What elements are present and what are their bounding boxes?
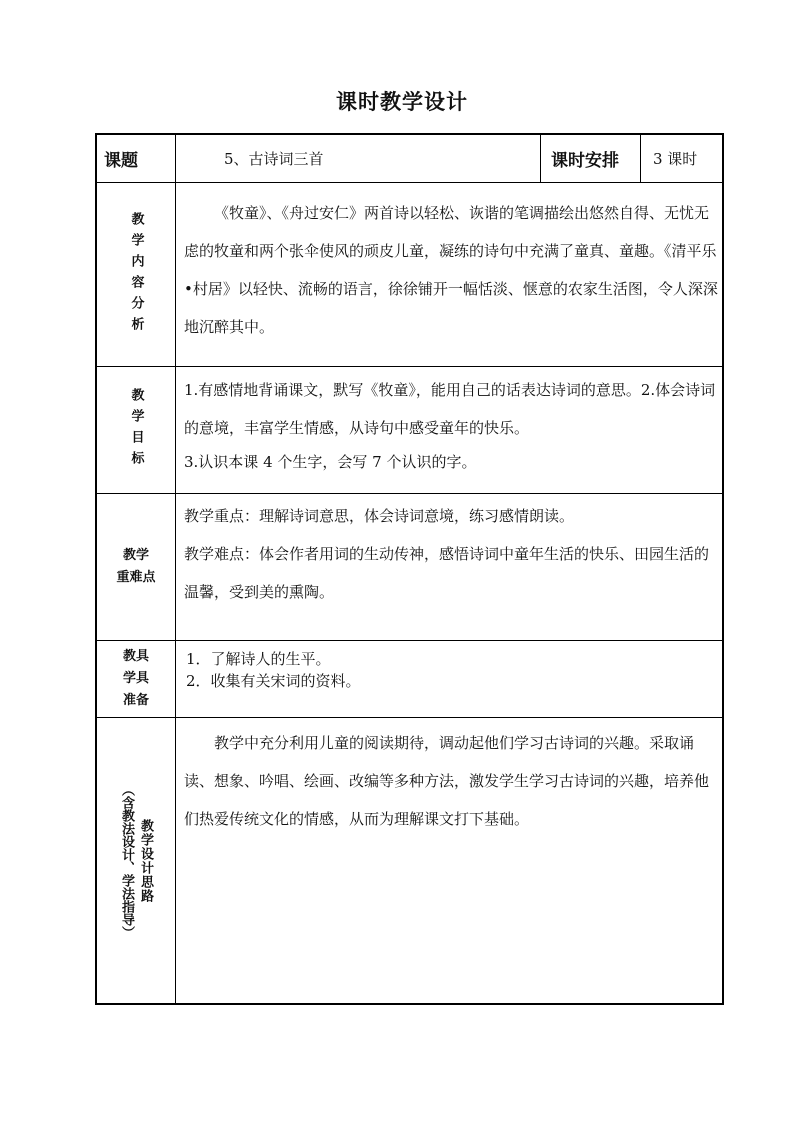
header-divider-2 [640,133,641,183]
materials-item: 1．了解诗人的生平。 [186,650,331,668]
schedule-value: 3 课时 [653,150,698,168]
key-points-label-line2: 重难点 [116,570,156,585]
objectives-label-text: 教学目标 [128,388,144,472]
materials-label [97,641,175,717]
column-divider [175,133,176,1005]
table-border-bottom [95,1003,724,1005]
row-divider [95,640,724,641]
table-border-right [722,133,724,1005]
row-divider [95,717,724,718]
topic-value: 5、古诗词三首 [224,150,324,168]
design-ideas-label-main: 教学设计思路 [138,818,153,903]
objectives-label [97,367,175,493]
design-ideas-text [184,724,720,838]
row-divider [95,366,724,367]
content-analysis-paragraph: 《牧童》、《舟过安仁》两首诗以轻松、诙谐的笔调描绘出悠然自得、无忧无虑的牧童和两个张伞使风的顽皮儿童，凝练的诗句中充满了童真、童趣。《清平乐•村居》以轻快、流畅的语言，徐徐铺开一幅恬淡、惬意的农家生活图，令人深深地沉醉其中。 [184,204,718,336]
header-divider-1 [540,133,541,183]
content-analysis-label-text: 教学内容分析 [128,211,144,338]
row-divider [95,493,724,494]
objectives-paragraph: 3.认识本课 4 个生字，会写 7 个认识的字。 [184,453,477,471]
key-points-text [184,497,720,611]
content-analysis-label [97,183,175,366]
design-ideas-label [97,718,175,1003]
content-analysis-text [184,194,720,346]
topic-label: 课题 [104,151,138,171]
page-title: 课时教学设计 [336,90,468,114]
key-points-label-line1: 教学 [122,548,149,563]
materials-item: 2．收集有关宋词的资料。 [186,672,361,690]
key-points-label [97,494,175,640]
materials-label-line2: 学具 [122,671,149,686]
design-ideas-label-sub: （含教法设计、学法指导） [119,782,134,939]
key-point-paragraph: 教学重点：理解诗词意思，体会诗词意境，练习感情朗读。 [184,507,575,525]
materials-label-line3: 准备 [122,693,149,708]
key-point-paragraph: 教学难点：体会作者用词的生动传神，感悟诗词中童年生活的快乐、田园生活的温馨，受到美的熏陶。 [184,545,710,601]
table-border-top [95,133,724,135]
design-ideas-paragraph: 教学中充分利用儿童的阅读期待，调动起他们学习古诗词的兴趣。采取诵读、想象、吟唱、绘画、改编等多种方法，激发学生学习古诗词的兴趣，培养他们热爱传统文化的情感，从而为理解课文打下基础。 [184,734,710,828]
materials-list [186,648,716,692]
objectives-paragraph: 1.有感情地背诵课文，默写《牧童》，能用自己的话表达诗词的意思。2.体会诗词的意境，丰富学生情感，从诗句中感受童年的快乐。 [184,381,716,437]
materials-label-line1: 教具 [122,649,149,664]
row-divider [95,182,724,183]
schedule-label: 课时安排 [551,151,619,171]
objectives-text [184,371,720,477]
